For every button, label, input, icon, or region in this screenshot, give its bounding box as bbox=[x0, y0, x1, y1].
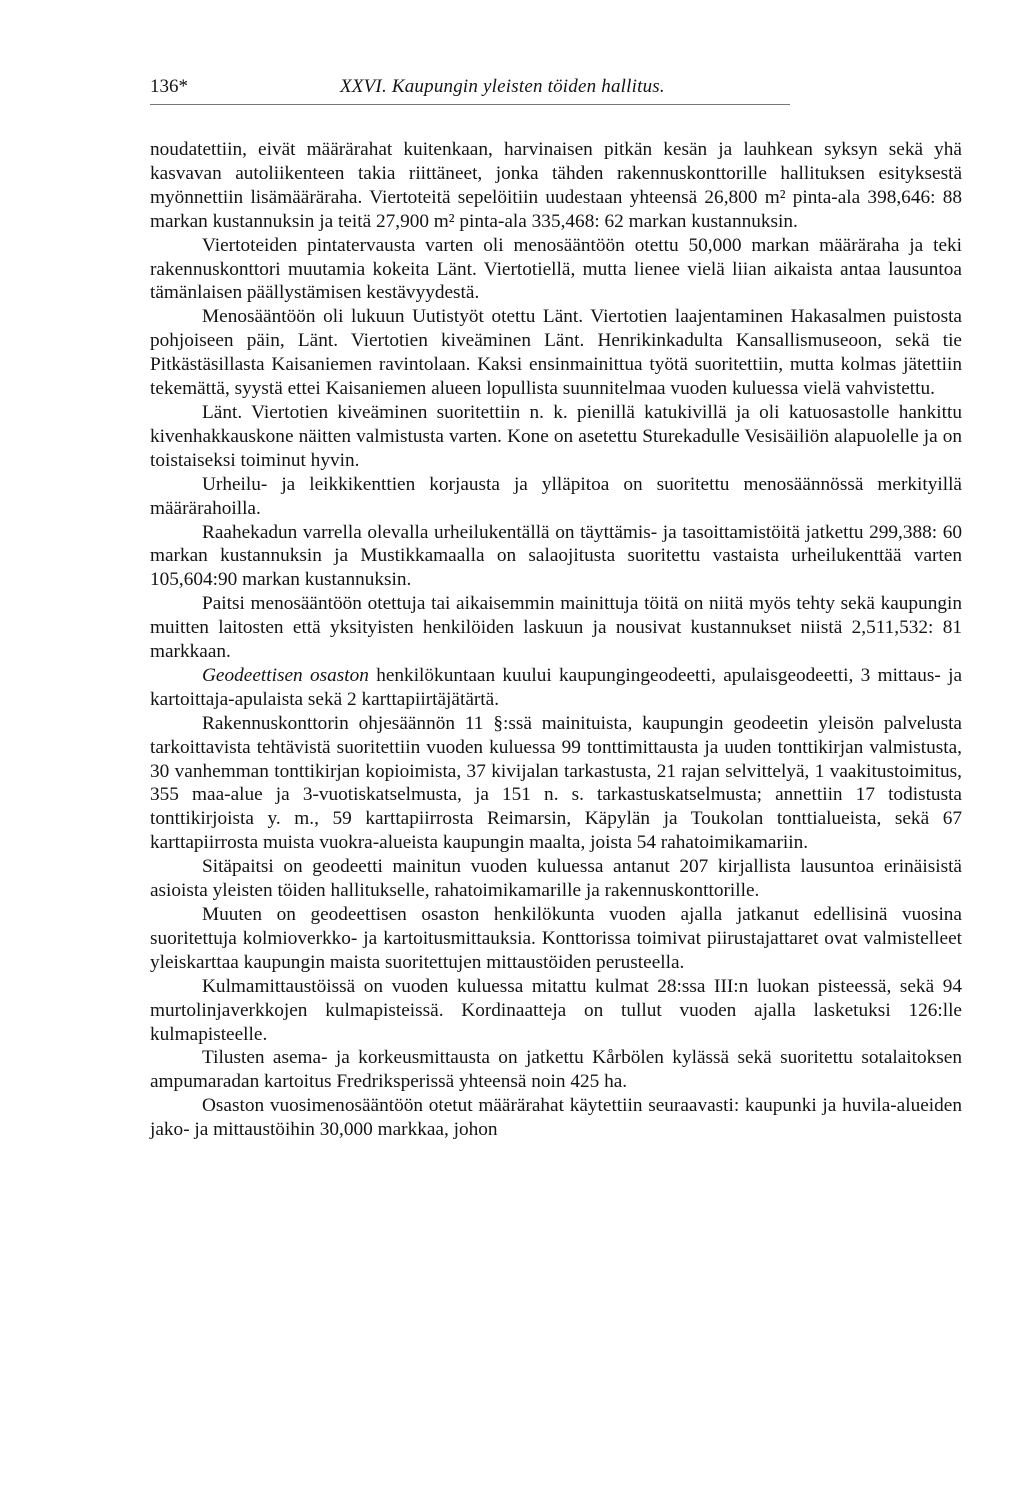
paragraph-2: Viertoteiden pintatervausta varten oli menosääntöön otettu 50,000 markan määräraha ja teki rakennuskonttori muutamia kokeita Länt. Viertotiellä, mutta lienee vielä liian aikaista antaa lausuntoa tämänlaisen päällystämisen kestävyydestä. bbox=[150, 234, 962, 304]
body-text bbox=[150, 138, 962, 1142]
paragraph-6: Raahekadun varrella olevalla urheilukentällä on täyttämis- ja tasoittamistöitä jatkettu 299,388: 60 markan kustannuksin ja Mustikkamaalla on salaojitusta suoritettu vastaista urheilukenttää varten 105,604:90 markan kustannuksin. bbox=[150, 521, 962, 591]
paragraph-7: Paitsi menosääntöön otettuja tai aikaisemmin mainittuja töitä on niitä myös tehty sekä kaupungin muitten laitosten että yksityisten henkilöiden laskuun ja nousivat kustannukset niistä 2,511,532: 81 markkaan. bbox=[150, 593, 962, 663]
paragraph-10: Sitäpaitsi on geodeetti mainitun vuoden kuluessa antanut 207 kirjallista lausuntoa erinäisistä asioista yleisten töiden hallitukselle, rahatoimikamarille ja rakennuskonttorille. bbox=[150, 856, 962, 902]
paragraph-8-text: henkilökuntaan kuului kaupungingeodeetti, apulaisgeodeetti, 3 mittaus- ja kartoittaja-apulaista sekä 2 karttapiirtäjätärtä. bbox=[150, 664, 963, 710]
paragraph-8 bbox=[150, 664, 962, 712]
paragraph-9: Rakennuskonttorin ohjesäännön 11 §:ssä mainituista, kaupungin geodeetin yleisön palvelusta tarkoittavista tehtävistä suoritettiin vuoden kuluessa 99 tonttimittausta ja uuden tonttikirjan valmistusta, 30 vanhemman tonttikirjan kopioimista, 37 kivijalan tarkastusta, 21 rajan selvittelyä, 1 vaakitustoimitus, 355 maa-alue ja 3-vuotiskatselmusta, ja 151 n. s. tarkastuskatselmusta; annettiin 17 todistusta tonttikirjoista y. m., 59 karttapiirrosta Reimarsin, Käpylän ja Toukolan tonttialueista, sekä 67 karttapiirrosta muista vuokra-alueista kaupungin maalta, joista 54 rahatoimikamariin. bbox=[150, 712, 962, 854]
header-rule bbox=[150, 104, 790, 105]
running-title: XXVI. Kaupungin yleisten töiden hallitus. bbox=[340, 76, 665, 97]
paragraph-11: Muuten on geodeettisen osaston henkilökunta vuoden ajalla jatkanut edellisinä vuosina suoritettuja kolmioverkko- ja kartoitusmittauksia. Konttorissa toimivat piirustajattaret ovat valmistelleet yleiskarttaa kaupungin maista suoritettujen mittaustöiden perusteella. bbox=[150, 904, 962, 973]
document-page bbox=[150, 74, 962, 1142]
page-header bbox=[150, 74, 962, 102]
section-lead: Geodeettisen osaston bbox=[202, 664, 369, 686]
paragraph-12: Kulmamittaustöissä on vuoden kuluessa mitattu kulmat 28:ssa III:n luokan pisteessä, sekä 94 murtolinjaverkkojen kulmapisteissä. Kordinaatteja on tullut vuoden ajalla lasketuksi 126:lle kulmapisteelle. bbox=[150, 975, 962, 1045]
paragraph-14: Osaston vuosimenosääntöön otetut määrärahat käytettiin seuraavasti: kaupunki ja huvila-alueiden jako- ja mittaustöihin 30,000 markkaa, johon bbox=[150, 1095, 962, 1141]
paragraph-4: Länt. Viertotien kiveäminen suoritettiin n. k. pienillä katukivillä ja oli katuosastolle hankittu kivenhakkauskone näitten valmistusta varten. Kone on asetettu Sturekadulle Vesisäiliön alapuolelle ja on toistaiseksi toiminut hyvin. bbox=[150, 401, 962, 471]
page-number: 136* bbox=[150, 76, 188, 97]
paragraph-1: noudatettiin, eivät määrärahat kuitenkaan, harvinaisen pitkän kesän ja lauhkean syksyn sekä yhä kasvavan autoliikenteen takia riittäneet, jonka tähden rakennuskonttorille hallituksen esityksestä myönnettiin lisämääräraha. Viertoteitä sepelöitiin uudestaan yhteensä 26,800 m² pinta-ala 398,646: 88 markan kustannuksin ja teitä 27,900 m² pinta-ala 335,468: 62 markan kustannuksin. bbox=[150, 139, 962, 232]
paragraph-13: Tilusten asema- ja korkeusmittausta on jatkettu Kårbölen kylässä sekä suoritettu sotalaitoksen ampumaradan kartoitus Fredriksperissä yhteensä noin 425 ha. bbox=[150, 1047, 962, 1093]
paragraph-3: Menosääntöön oli lukuun Uutistyöt otettu Länt. Viertotien laajentaminen Hakasalmen puistosta pohjoiseen päin, Länt. Viertotien kiveäminen Länt. Henrikinkadulta Kansallismuseoon, sekä tie Pitkästäsillasta Kaisaniemen ravintolaan. Kaksi ensinmainittua työtä suoritettiin, mutta kolmas jätettiin tekemättä, syystä ettei Kaisaniemen alueen lopullista suunnitelmaa vuoden kuluessa vielä vahvistettu. bbox=[150, 306, 962, 400]
paragraph-5: Urheilu- ja leikkikenttien korjausta ja ylläpitoa on suoritettu menosäännössä merkityillä määrärahoilla. bbox=[150, 473, 962, 519]
